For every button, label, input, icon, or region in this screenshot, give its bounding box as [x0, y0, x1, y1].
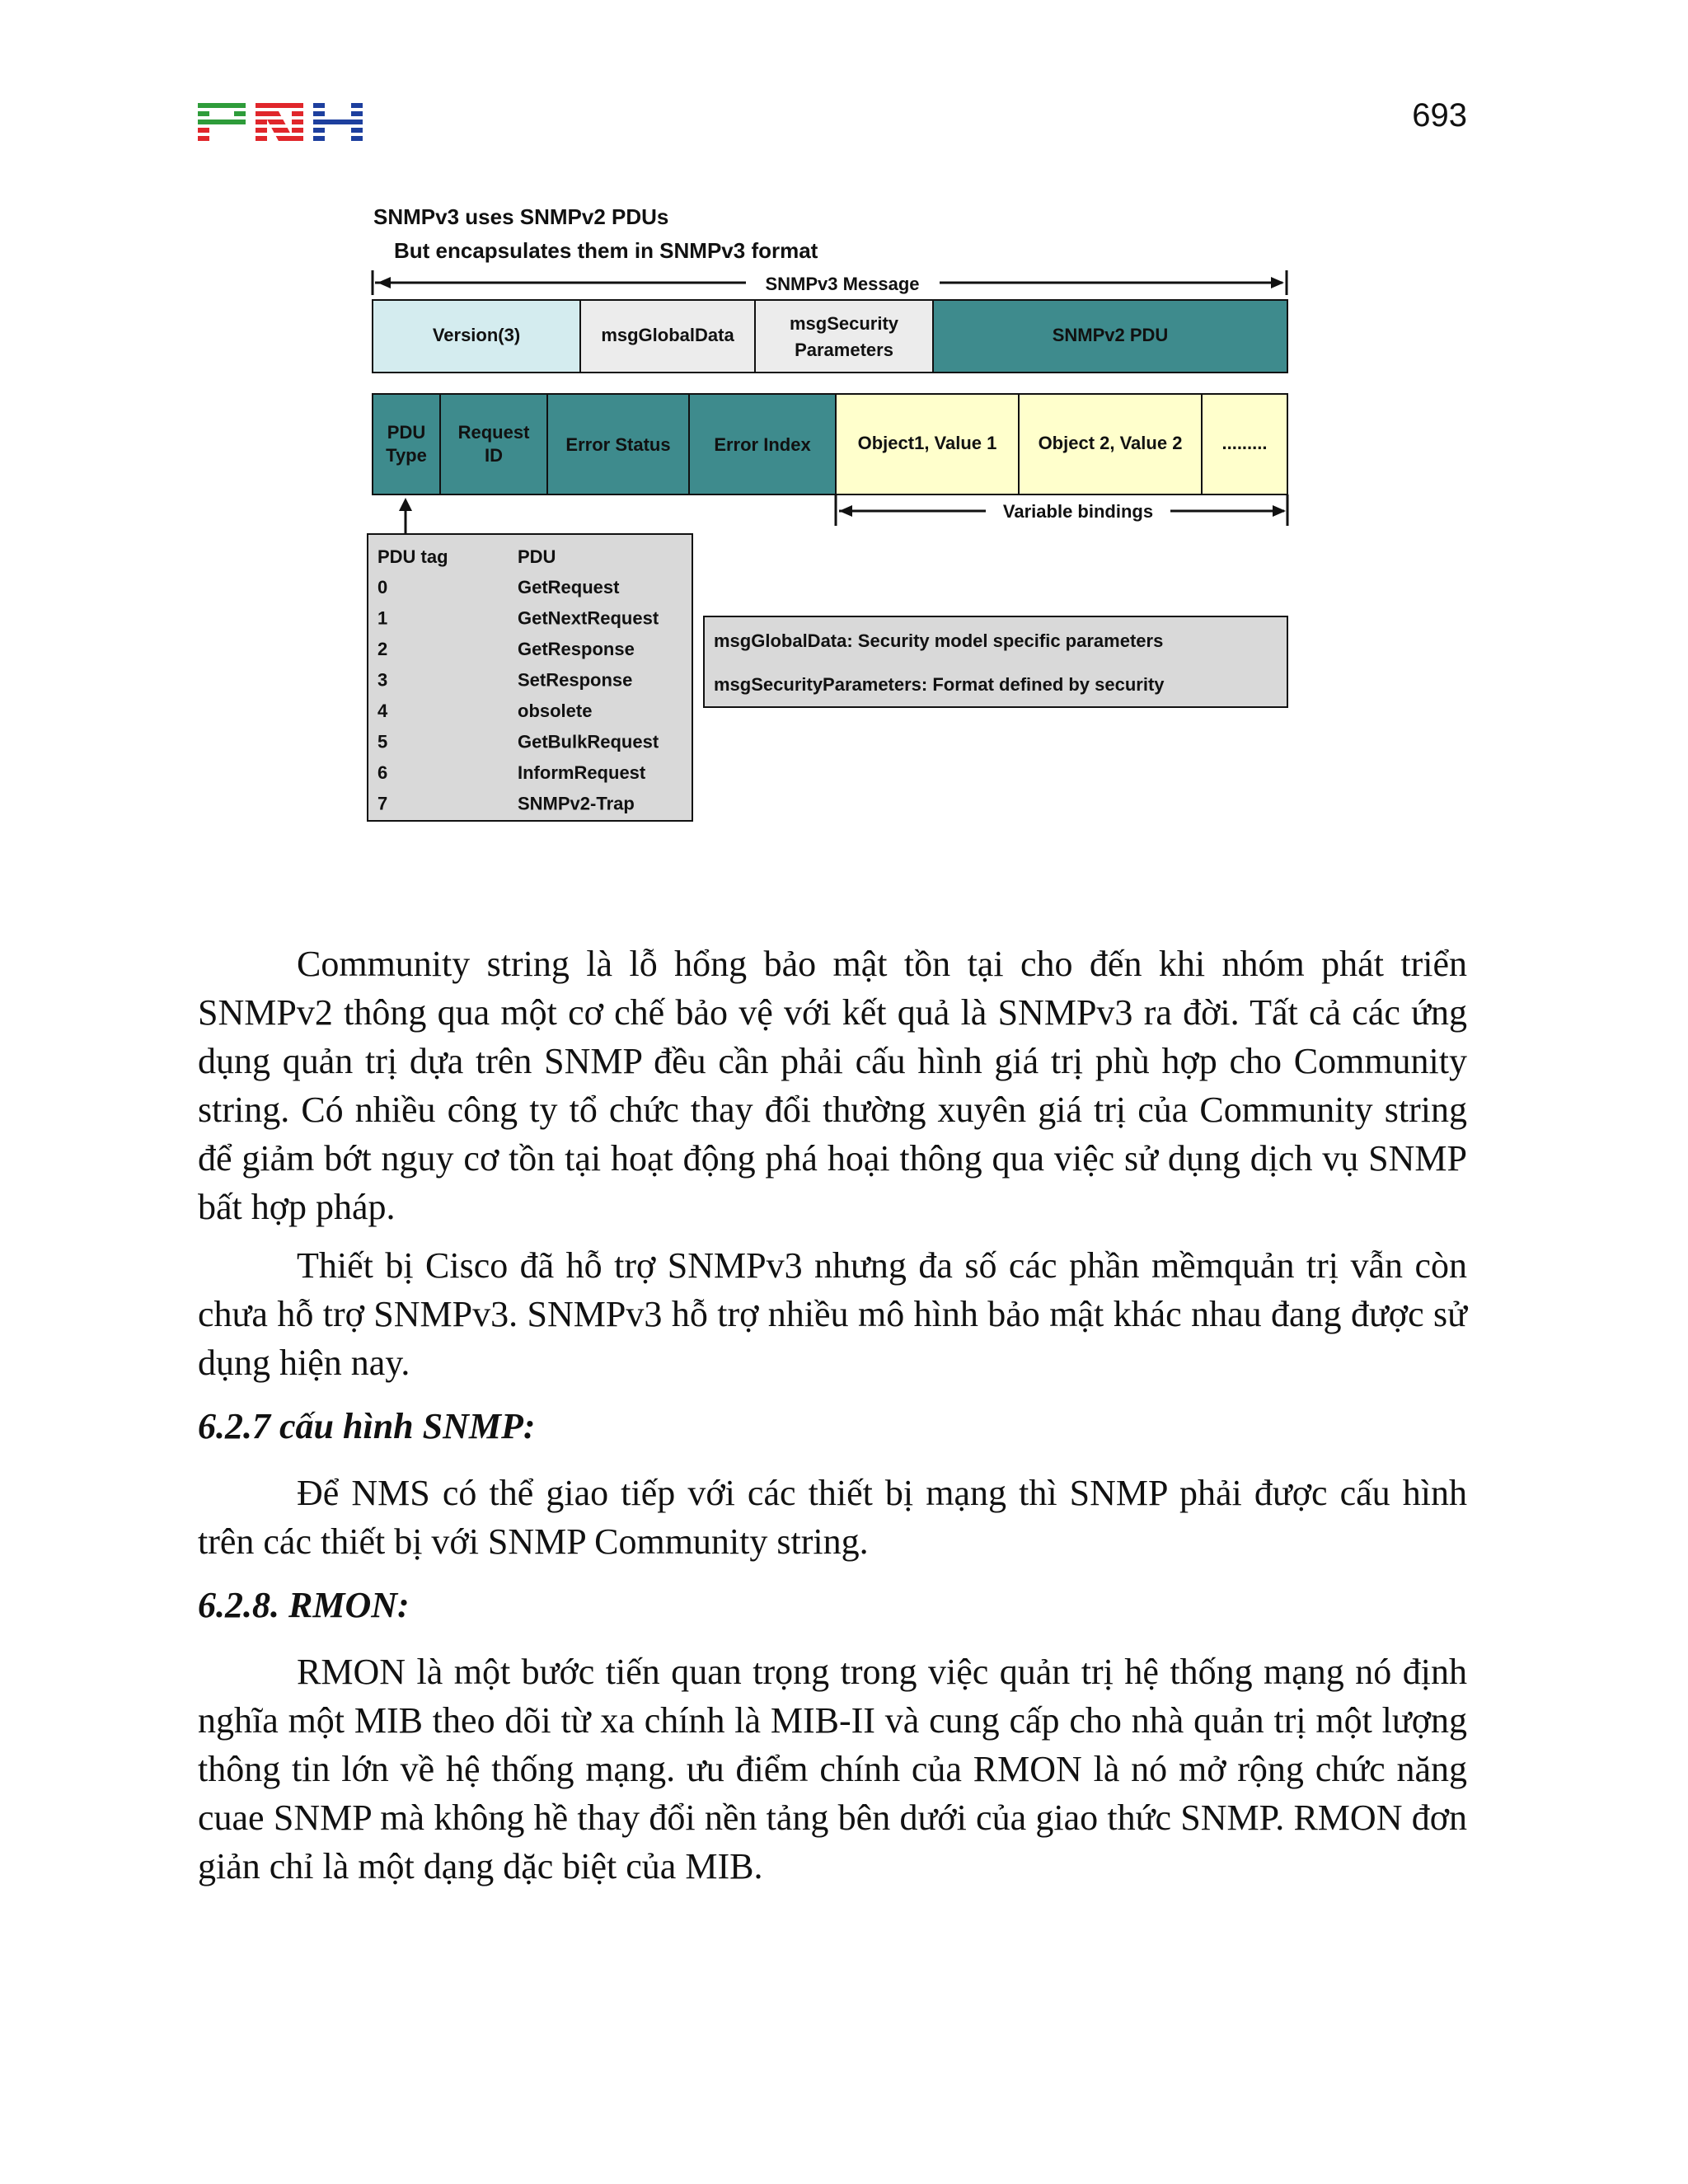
pdu-table-pdu-cell: obsolete: [518, 701, 593, 721]
pdu-type-label-1: PDU: [387, 422, 426, 443]
page-body: [198, 940, 1467, 1900]
pdu-table-pdu-cell: GetBulkRequest: [518, 731, 659, 752]
variable-bindings-label: Variable bindings: [1002, 501, 1154, 522]
security-params-field: [755, 300, 933, 373]
error-status-label: Error Status: [565, 434, 671, 455]
pdu-table-pdu-cell: GetNextRequest: [518, 607, 659, 629]
paragraph-rmon: RMON là một bước tiến quan trọng trong việc quản trị hệ thống mạng nó định nghĩa một MIB theo dõi từ xa chính là MIB-II và cung cấp cho nhà quản trị một lượng thông tin lớn về hệ thống mạng. ưu điểm chính của RMON là nó mở rộng chức năng cuae SNMP mà không hề thay đổi nền tảng bên dưới của giao thức SNMP. RMON đơn giản chỉ là một dạng dặc biệt của MIB.: [198, 1652, 1467, 1886]
snmpv2-pdu-field-label: SNMPv2 PDU: [1052, 325, 1169, 345]
paragraph-cisco-snmpv3: Thiết bị Cisco đã hỗ trợ SNMPv3 nhưng đa số các phần mềmquản trị vẫn còn chưa hỗ trợ SNMPv3. SNMPv3 hỗ trợ nhiều mô hình bảo mật khác nhau đang được sử dụng hiện nay.: [198, 1245, 1467, 1383]
heading-rmon: 6.2.8. RMON:: [198, 1585, 410, 1625]
global-data-field-label: msgGlobalData: [601, 325, 734, 345]
request-id-label-2: ID: [485, 445, 503, 466]
pdu-table-tag-cell: 5: [377, 731, 388, 752]
page-number: 693: [1412, 97, 1467, 134]
message-fields-row: [373, 300, 1287, 373]
pdu-table-tag-cell: 2: [377, 639, 388, 659]
notes-line1: msgGlobalData: Security model specific parameters: [714, 630, 1164, 651]
snmpv3-message-diagram: [0, 0, 1688, 874]
paragraph-community-string: Community string là lỗ hổng bảo mật tồn tại cho đến khi nhóm phát triển SNMPv2 thông qua một cơ chế bảo vệ với kết quả là SNMPv3 ra đời. Tất cả các ứng dụng quản trị dựa trên SNMP đều cần phải cấu hình giá trị phù hợp cho Community string. Có nhiều công ty tổ chức thay đổi thường xuyên giá trị của Community string để giảm bớt nguy cơ tồn tại hoạt động phá hoại thông qua việc sử dụng dịch vụ SNMP bất hợp pháp.: [198, 944, 1467, 1227]
pdu-table-pdu-cell: SNMPv2-Trap: [518, 793, 635, 814]
notes-line2: msgSecurityParameters: Format defined by security: [714, 674, 1165, 695]
pdu-table-pdu-cell: InformRequest: [518, 762, 646, 783]
pdu-table-tag-cell: 0: [377, 577, 388, 598]
pdu-fields-row: [373, 394, 1287, 494]
pdu-table-header-tag: PDU tag: [377, 546, 448, 567]
object1-label: Object1, Value 1: [857, 433, 997, 453]
request-id-field: [440, 394, 547, 494]
error-index-label: Error Index: [714, 434, 811, 455]
paragraph-nms: Để NMS có thể giao tiếp với các thiết bị mạng thì SNMP phải được cấu hình trên các thiết bị với SNMP Community string.: [198, 1473, 1467, 1562]
pdu-table-pdu-cell: SetResponse: [518, 669, 633, 691]
more-objects-label: .........: [1221, 433, 1268, 453]
pdu-table-tag-cell: 4: [377, 701, 388, 721]
pdu-type-label-2: Type: [386, 445, 427, 466]
figure-caption-line1: SNMPv3 uses SNMPv2 PDUs: [373, 204, 669, 229]
request-id-label-1: Request: [457, 422, 530, 443]
pdu-type-field: [373, 394, 440, 494]
object2-label: Object 2, Value 2: [1038, 433, 1183, 453]
pdu-table-tag-cell: 6: [377, 762, 388, 783]
version-field-label: Version(3): [432, 325, 521, 345]
pdu-table-pdu-cell: GetResponse: [518, 639, 635, 659]
pdu-table-pdu-cell: GetRequest: [518, 577, 620, 598]
security-params-label-1: msgSecurity: [789, 313, 899, 334]
pdu-tag-table: [368, 534, 692, 821]
figure-caption-line2: But encapsulates them in SNMPv3 format: [394, 238, 818, 263]
security-params-label-2: Parameters: [795, 340, 893, 360]
notes-box: [704, 616, 1287, 707]
pdu-table-header-pdu: PDU: [518, 546, 556, 567]
snmpv3-message-label: SNMPv3 Message: [765, 274, 920, 294]
pdu-table-tag-cell: 1: [377, 607, 388, 629]
pdu-table-tag-cell: 3: [377, 669, 388, 691]
pdu-table-tag-cell: 7: [377, 793, 388, 814]
heading-snmp-config: 6.2.7 cấu hình SNMP:: [198, 1406, 536, 1446]
